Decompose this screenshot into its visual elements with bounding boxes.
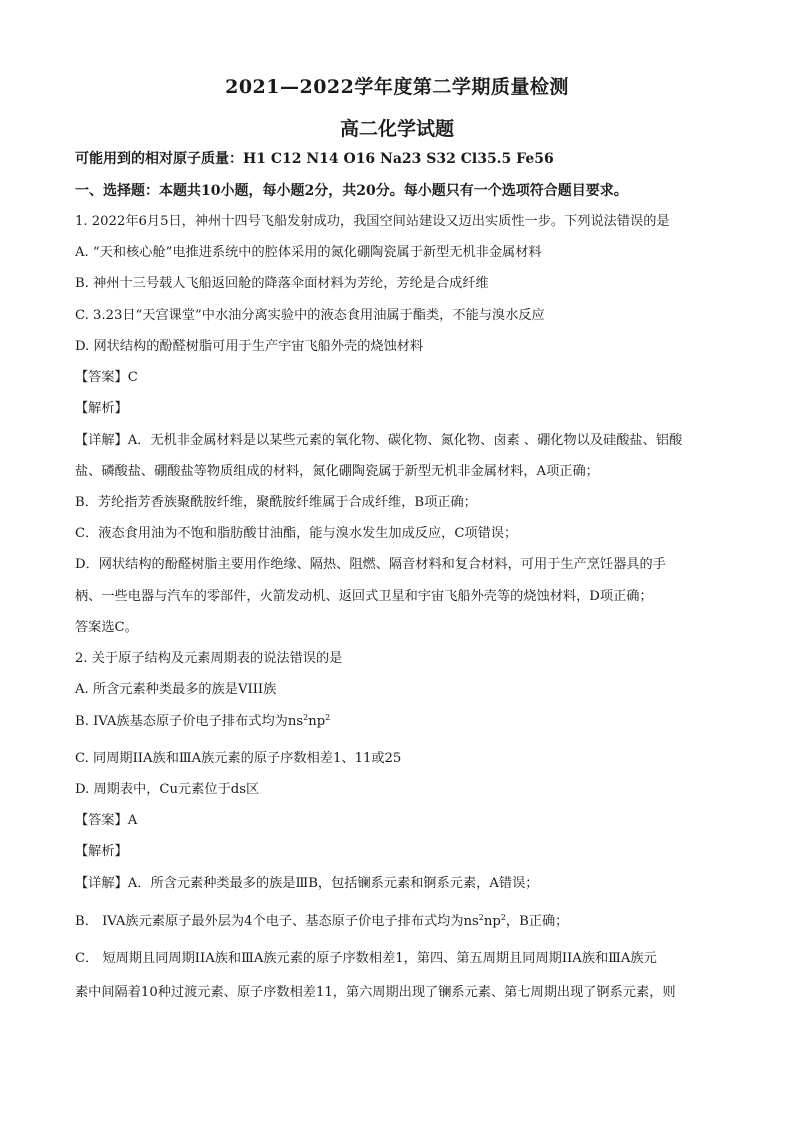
- q2-analysis-label: 【解析】: [75, 844, 128, 859]
- q1-analysis-label: 【解析】: [75, 401, 128, 416]
- exam-title: 2021—2022学年度第二学期质量检测: [225, 76, 569, 98]
- q1-detail-line: D．网状结构的酚醛树脂主要用作绝缘、隔热、阻燃、隔音材料和复合材料，可用于生产烹饪器具的手: [75, 557, 666, 572]
- q1-detail-line: 柄、一些电器与汽车的零部件，火箭发动机、返回式卫星和宇宙飞船外壳等的烧蚀材料，D项正确；: [75, 589, 653, 604]
- q2-detail-text: ，B正确；: [505, 914, 569, 929]
- q1-detail-line: 【详解】A．无机非金属材料是以某些元素的氧化物、碳化物、氮化物、卤素 、硼化物以及硅酸盐、铝酸: [75, 433, 683, 448]
- atomic-masses-line: 可能用到的相对原子质量：H1 C12 N14 O16 Na23 S32 Cl35.5 Fe56: [75, 151, 554, 167]
- q1-answer: 【答案】C: [75, 370, 138, 385]
- q2-stem: 2. 关于原子结构及元素周期表的说法错误的是: [75, 651, 343, 666]
- superscript: 2: [325, 713, 331, 722]
- q1-option-a: A. “天和核心舱”电推进系统中的腔体采用的氮化硼陶瓷属于新型无机非金属材料: [75, 245, 542, 260]
- q1-option-c: C. 3.23日“天宫课堂”中水油分离实验中的液态食用油属于酯类，不能与溴水反应: [75, 308, 545, 323]
- q1-detail-line: B．芳纶指芳香族聚酰胺纤维，聚酰胺纤维属于合成纤维，B项正确；: [75, 495, 477, 510]
- superscript: 2: [478, 913, 484, 922]
- q2-option-b-text: B. IVA族基态原子价电子排布式均为ns: [75, 714, 304, 729]
- q1-option-d: D. 网状结构的酚醛树脂可用于生产宇宙飞船外壳的烧蚀材料: [75, 339, 424, 354]
- q1-conclusion: 答案选C。: [75, 620, 138, 635]
- q1-detail-line: C．液态食用油为不饱和脂肪酸甘油酯，能与溴水发生加成反应，C项错误；: [75, 526, 518, 541]
- q2-answer: 【答案】A: [75, 813, 138, 828]
- q1-detail-line: 盐、磷酸盐、硼酸盐等物质组成的材料，氮化硼陶瓷属于新型无机非金属材料，A项正确；: [75, 464, 599, 479]
- q2-detail-line: 素中间隔着10种过渡元素、原子序数相差11，第六周期出现了镧系元素、第七周期出现了锕系元素，则: [75, 985, 676, 1000]
- q2-option-b-text: np: [308, 714, 326, 729]
- q2-detail-text: B． IVA族元素原子最外层为4个电子、基态原子价电子排布式均为ns: [75, 914, 479, 929]
- q2-option-b: [75, 713, 330, 731]
- q2-detail-line: [75, 913, 568, 931]
- q2-detail-line: C． 短周期且同周期IIA族和ⅢA族元素的原子序数相差1，第四、第五周期且同周期IIA族和ⅢA族元: [75, 951, 657, 966]
- superscript: 2: [303, 713, 309, 722]
- q2-detail-text: np: [483, 914, 501, 929]
- superscript: 2: [500, 913, 506, 922]
- q1-option-b: B. 神州十三号载人飞船返回舱的降落伞面材料为芳纶，芳纶是合成纤维: [75, 276, 489, 291]
- q2-option-c: C. 同周期IIA族和ⅢA族元素的原子序数相差1、11或25: [75, 751, 402, 766]
- q2-option-d: D. 周期表中，Cu元素位于ds区: [75, 782, 260, 797]
- exam-subtitle: 高二化学试题: [339, 118, 454, 140]
- q2-detail-line: 【详解】A．所含元素种类最多的族是ⅢB，包括镧系元素和锕系元素，A错误；: [75, 876, 539, 891]
- q2-option-a: A. 所含元素种类最多的族是VIII族: [75, 682, 277, 697]
- q1-stem: 1. 2022年6月5日，神州十四号飞船发射成功，我国空间站建设又迈出实质性一步。下列说法错误的是: [75, 214, 670, 229]
- section-heading: 一、选择题：本题共10小题，每小题2分，共20分。每小题只有一个选项符合题目要求。: [75, 183, 628, 199]
